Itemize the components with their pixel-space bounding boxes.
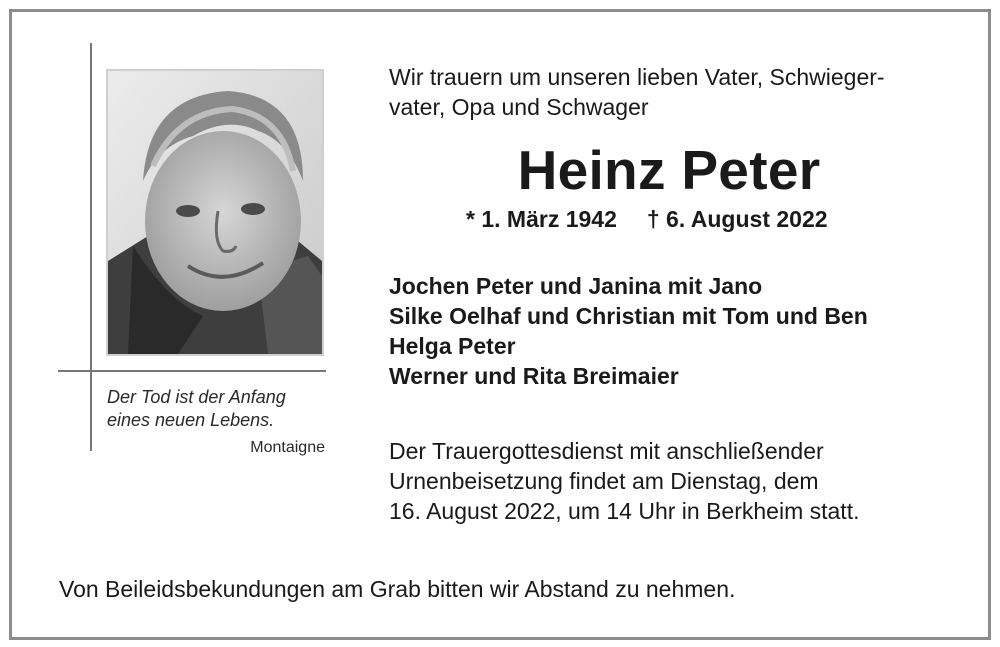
mourner-line: Silke Oelhaf und Christian mit Tom und Ben — [389, 303, 868, 329]
service-info — [389, 436, 969, 526]
portrait-photo — [106, 69, 324, 356]
mourners-list — [389, 271, 969, 391]
life-dates — [466, 205, 828, 233]
quote-line-2: eines neuen Lebens. — [107, 410, 275, 430]
quote-line-1: Der Tod ist der Anfang — [107, 387, 286, 407]
service-line-2: Urnenbeisetzung findet am Dienstag, dem — [389, 468, 819, 494]
vertical-divider — [90, 43, 92, 451]
mourner-line: Helga Peter — [389, 333, 516, 359]
quote — [107, 386, 337, 432]
death-date: † 6. August 2022 — [646, 206, 828, 232]
deceased-name: Heinz Peter — [517, 139, 821, 201]
quote-author: Montaigne — [250, 439, 325, 456]
intro-text — [389, 62, 969, 122]
intro-line-1: Wir trauern um unseren lieben Vater, Schwieger- — [389, 64, 885, 90]
horizontal-divider — [58, 370, 326, 372]
service-line-1: Der Trauergottesdienst mit anschließender — [389, 438, 824, 464]
mourner-line: Werner und Rita Breimaier — [389, 363, 679, 389]
closing-note: Von Beileidsbekundungen am Grab bitten wir Abstand zu nehmen. — [59, 576, 736, 602]
service-line-3: 16. August 2022, um 14 Uhr in Berkheim statt. — [389, 498, 860, 524]
mourner-line: Jochen Peter und Janina mit Jano — [389, 273, 763, 299]
intro-line-2: vater, Opa und Schwager — [389, 94, 649, 120]
birth-date: * 1. März 1942 — [466, 206, 617, 232]
